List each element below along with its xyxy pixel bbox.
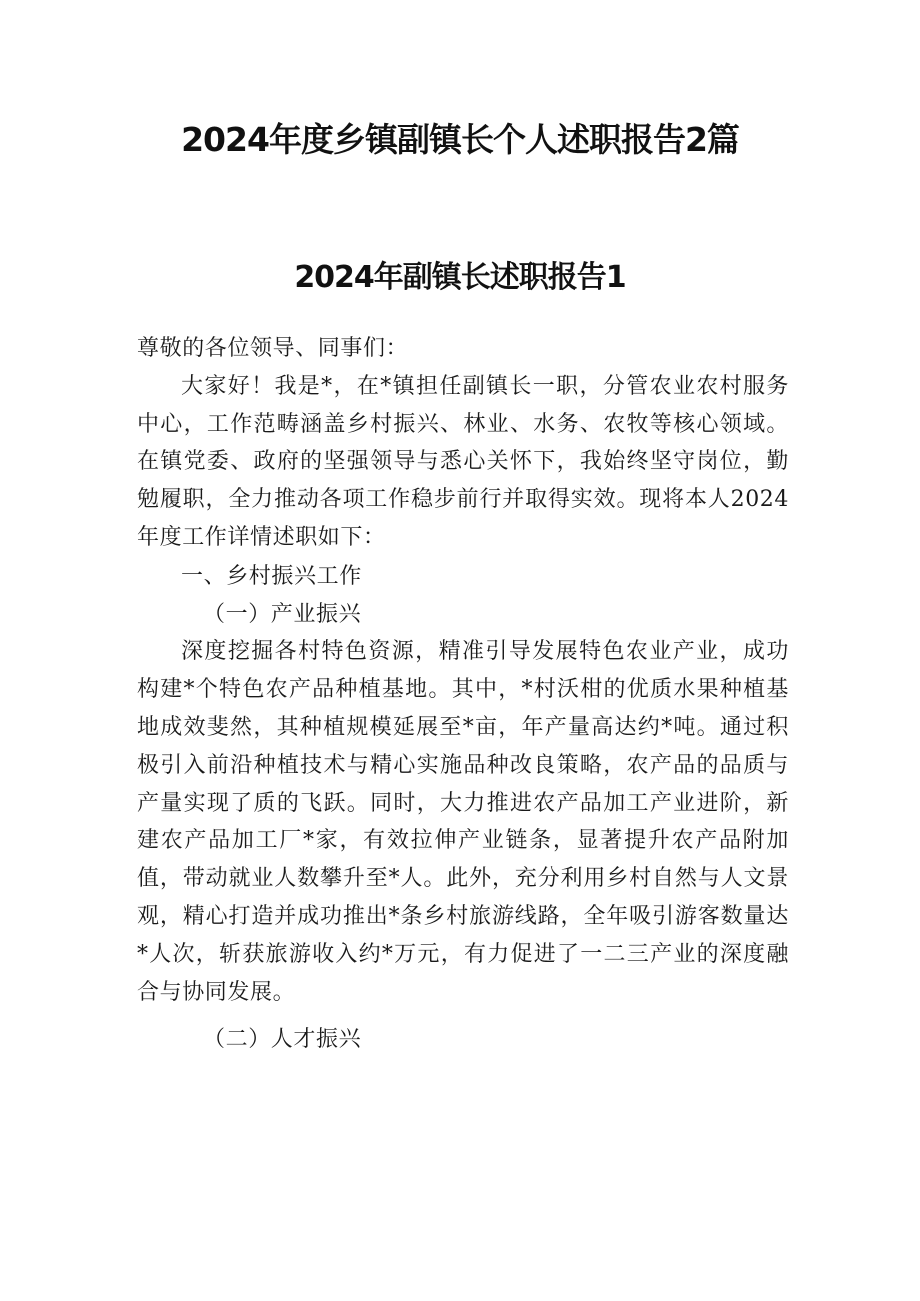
report-body xyxy=(137,330,789,1059)
subsection-heading-talent: （二）人才振兴 xyxy=(203,1027,362,1053)
intro-paragraph: 大家好！我是*，在*镇担任副镇长一职，分管农业农村服务中心，工作范畴涵盖乡村振兴、林业、水务、农牧等核心领域。在镇党委、政府的坚强领导与悉心关怀下，我始终坚守岗位，勤勉履职，全力推动各项工作稳步前行并取得实效。现将本人2024年度工作详情述职如下： xyxy=(137,373,789,550)
paragraph-gap xyxy=(137,1011,789,1021)
section-heading-rural-revitalization: 一、乡村振兴工作 xyxy=(181,563,362,589)
report-subtitle: 2024年副镇长述职报告1 xyxy=(294,260,626,295)
industry-paragraph: 深度挖掘各村特色资源，精准引导发展特色农业产业，成功构建*个特色农产品种植基地。其中，*村沃柑的优质水果种植基地成效斐然，其种植规模延展至*亩，年产量高达约*吨。通过积极引入前沿种植技术与精心实施品种改良策略，农产品的品质与产量实现了质的飞跃。同时，大力推进农产品加工产业进阶，新建农产品加工厂*家，有效拉伸产业链条，显著提升农产品附加值，带动就业人数攀升至*人。此外，充分利用乡村自然与人文景观，精心打造并成功推出*条乡村旅游线路，全年吸引游客数量达*人次，斩获旅游收入约*万元，有力促进了一二三产业的深度融合与协同发展。 xyxy=(137,639,789,1005)
subsection-heading-industry: （一）产业振兴 xyxy=(203,601,362,627)
salutation: 尊敬的各位领导、同事们： xyxy=(137,336,409,361)
document-title: 2024年度乡镇副镇长个人述职报告2篇 xyxy=(181,120,739,159)
